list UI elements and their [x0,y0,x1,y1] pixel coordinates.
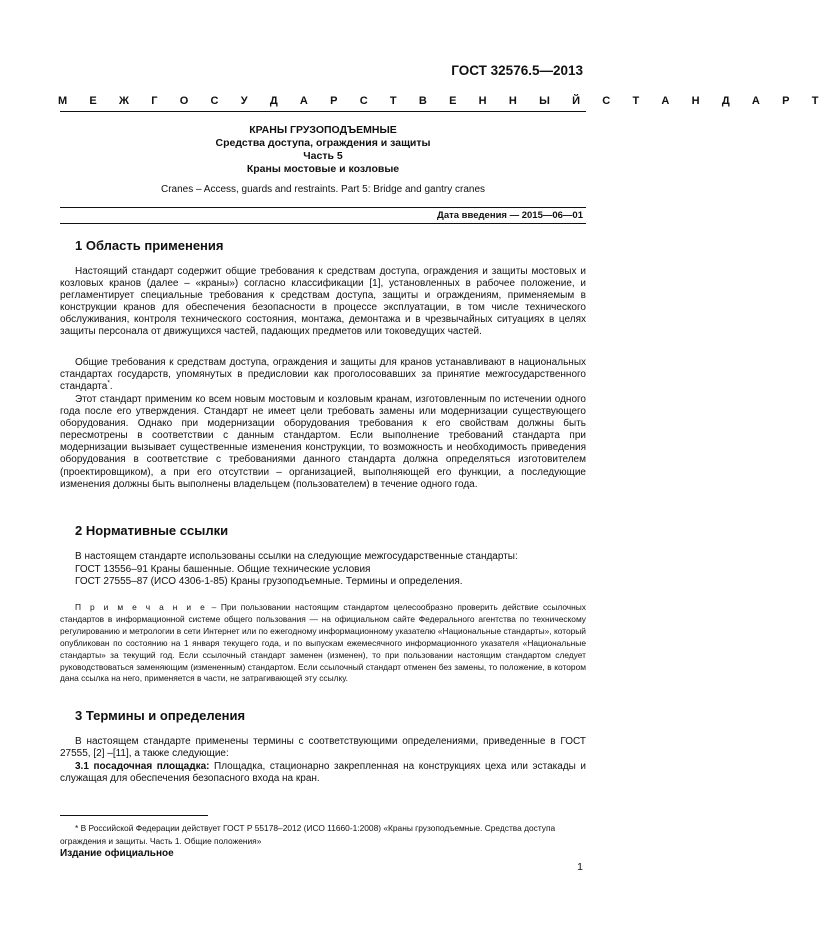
section-1-paragraph-2-text: Общие требования к средствам доступа, ограждения и защиты для кранов устанавливают в национальных стандартах государств, упомянутых в предисловии как проголосовавших за принятие межгосударственного стандарта [60,357,586,393]
section-1-title: 1 Область применения [75,238,224,253]
note-label: П р и м е ч а н и е [75,602,207,612]
date-rule [60,223,586,224]
introduction-date: Дата введения — 2015—06—01 [437,210,583,221]
footnote-mark: * [107,379,110,387]
header-rule [60,111,586,112]
page-number: 1 [577,861,583,873]
english-title: Cranes – Access, guards and restraints. Part 5: Bridge and gantry cranes [160,184,486,195]
section-2-note [60,602,586,685]
section-3-paragraph-1: В настоящем стандарте применены термины с соответствующими определениями, приведенные в ГОСТ 27555, [2] –[11], а также следующие: [60,736,586,760]
reference-gost-27555: ГОСТ 27555–87 (ИСО 4306-1-85) Краны грузоподъемные. Термины и определения. [75,576,463,587]
term-3-1-label: 3.1 посадочная площадка: [75,761,210,772]
official-edition-label: Издание официальное [60,848,174,859]
section-1-paragraph-2-end: . [109,381,113,393]
term-3-1 [60,761,586,785]
section-2-title: 2 Нормативные ссылки [75,523,229,538]
reference-gost-13556: ГОСТ 13556–91 Краны башенные. Общие технические условия [75,564,371,575]
section-1-paragraph-2 [60,357,586,393]
title-line-2: Средства доступа, ограждения и защиты [215,137,431,149]
interstate-standard-banner: М Е Ж Г О С У Д А Р С Т В Е Н Н Ы Й С Т А Н Д А Р Т [58,95,828,107]
footnote: * В Российской Федерации действует ГОСТ Р 55178–2012 (ИСО 11660-1:2008) «Краны грузоподъемные. Средства доступа ограждения и защиты. Часть 1. Общие положения» [60,823,556,846]
gost-code: ГОСТ 32576.5—2013 [451,63,583,78]
section-1-paragraph-1: Настоящий стандарт содержит общие требования к средствам доступа, ограждения и защиты мостовых и козловых кранов (далее – «краны») согласно классификации [1], установленных в рабочее положение, и регламентирует специальные требования к средствам доступа, защиты и ограждениям, применяемым в конструкции кранов для обеспечения безопасности в процессе эксплуатации, в том числе технического обслуживания, контроля технического состояния, монтажа, демонтажа и в чрезвычайных ситуациях в целях защиты персонала от движущихся частей, падающих предметов или токоведущих частей. [60,266,586,338]
title-rule [60,207,586,208]
document-title [60,124,586,176]
title-line-1: КРАНЫ ГРУЗОПОДЪЕМНЫЕ [249,124,397,136]
footnote-rule [60,815,208,816]
note-text: – При пользовании настоящим стандартом целесообразно проверить действие ссылочных стандартов в информационной системе общего пользования — на официальном сайте Федерального агентства по техническому регулированию и метрологии в сети Интернет или по ежегодному информационному указателю «Национальные стандарты», который опубликован по состоянию на 1 января текущего года, и по выпускам ежемесячного информационного указателя «Национальные стандарты» за текущий год. Если ссылочный стандарт заменен (изменен), то при пользовании настоящим стандартом следует руководствоваться заменяющим (измененным) стандартом. Если ссылочный стандарт отменен без замены, то положение, в котором дана ссылка на него, применяется в части, не затрагивающей эту ссылку. [60,602,586,684]
section-1-paragraph-3: Этот стандарт применим ко всем новым мостовым и козловым кранам, изготовленным по истечении одного года после его утверждения. Стандарт не имеет цели требовать замены или модернизации существующего оборудования. Однако при модернизации оборудования требования к его свойствам должны быть пересмотрены в соответствии с данным стандартом. Если выполнение требований стандарта при модернизации вызывает существенные изменения конструкции, то возможность и необходимость приведения оборудования в соответствие с требованиями данного стандарта должна определяться изготовителем (проектировщиком), а при его отсутствии – организацией, выполняющей его функции, а последующие изменения должны быть выполнены владельцем (пользователем) в течение одного года. [60,394,586,490]
title-line-3: Часть 5 [303,150,343,162]
term-3-1-definition: Площадка, стационарно закрепленная на конструкциях цеха или эстакады и служащая для обеспечения безопасного входа на кран. [60,761,587,785]
section-3-title: 3 Термины и определения [75,708,246,723]
title-line-4: Краны мостовые и козловые [246,163,400,175]
section-2-intro: В настоящем стандарте использованы ссылки на следующие межгосударственные стандарты: [75,551,518,562]
